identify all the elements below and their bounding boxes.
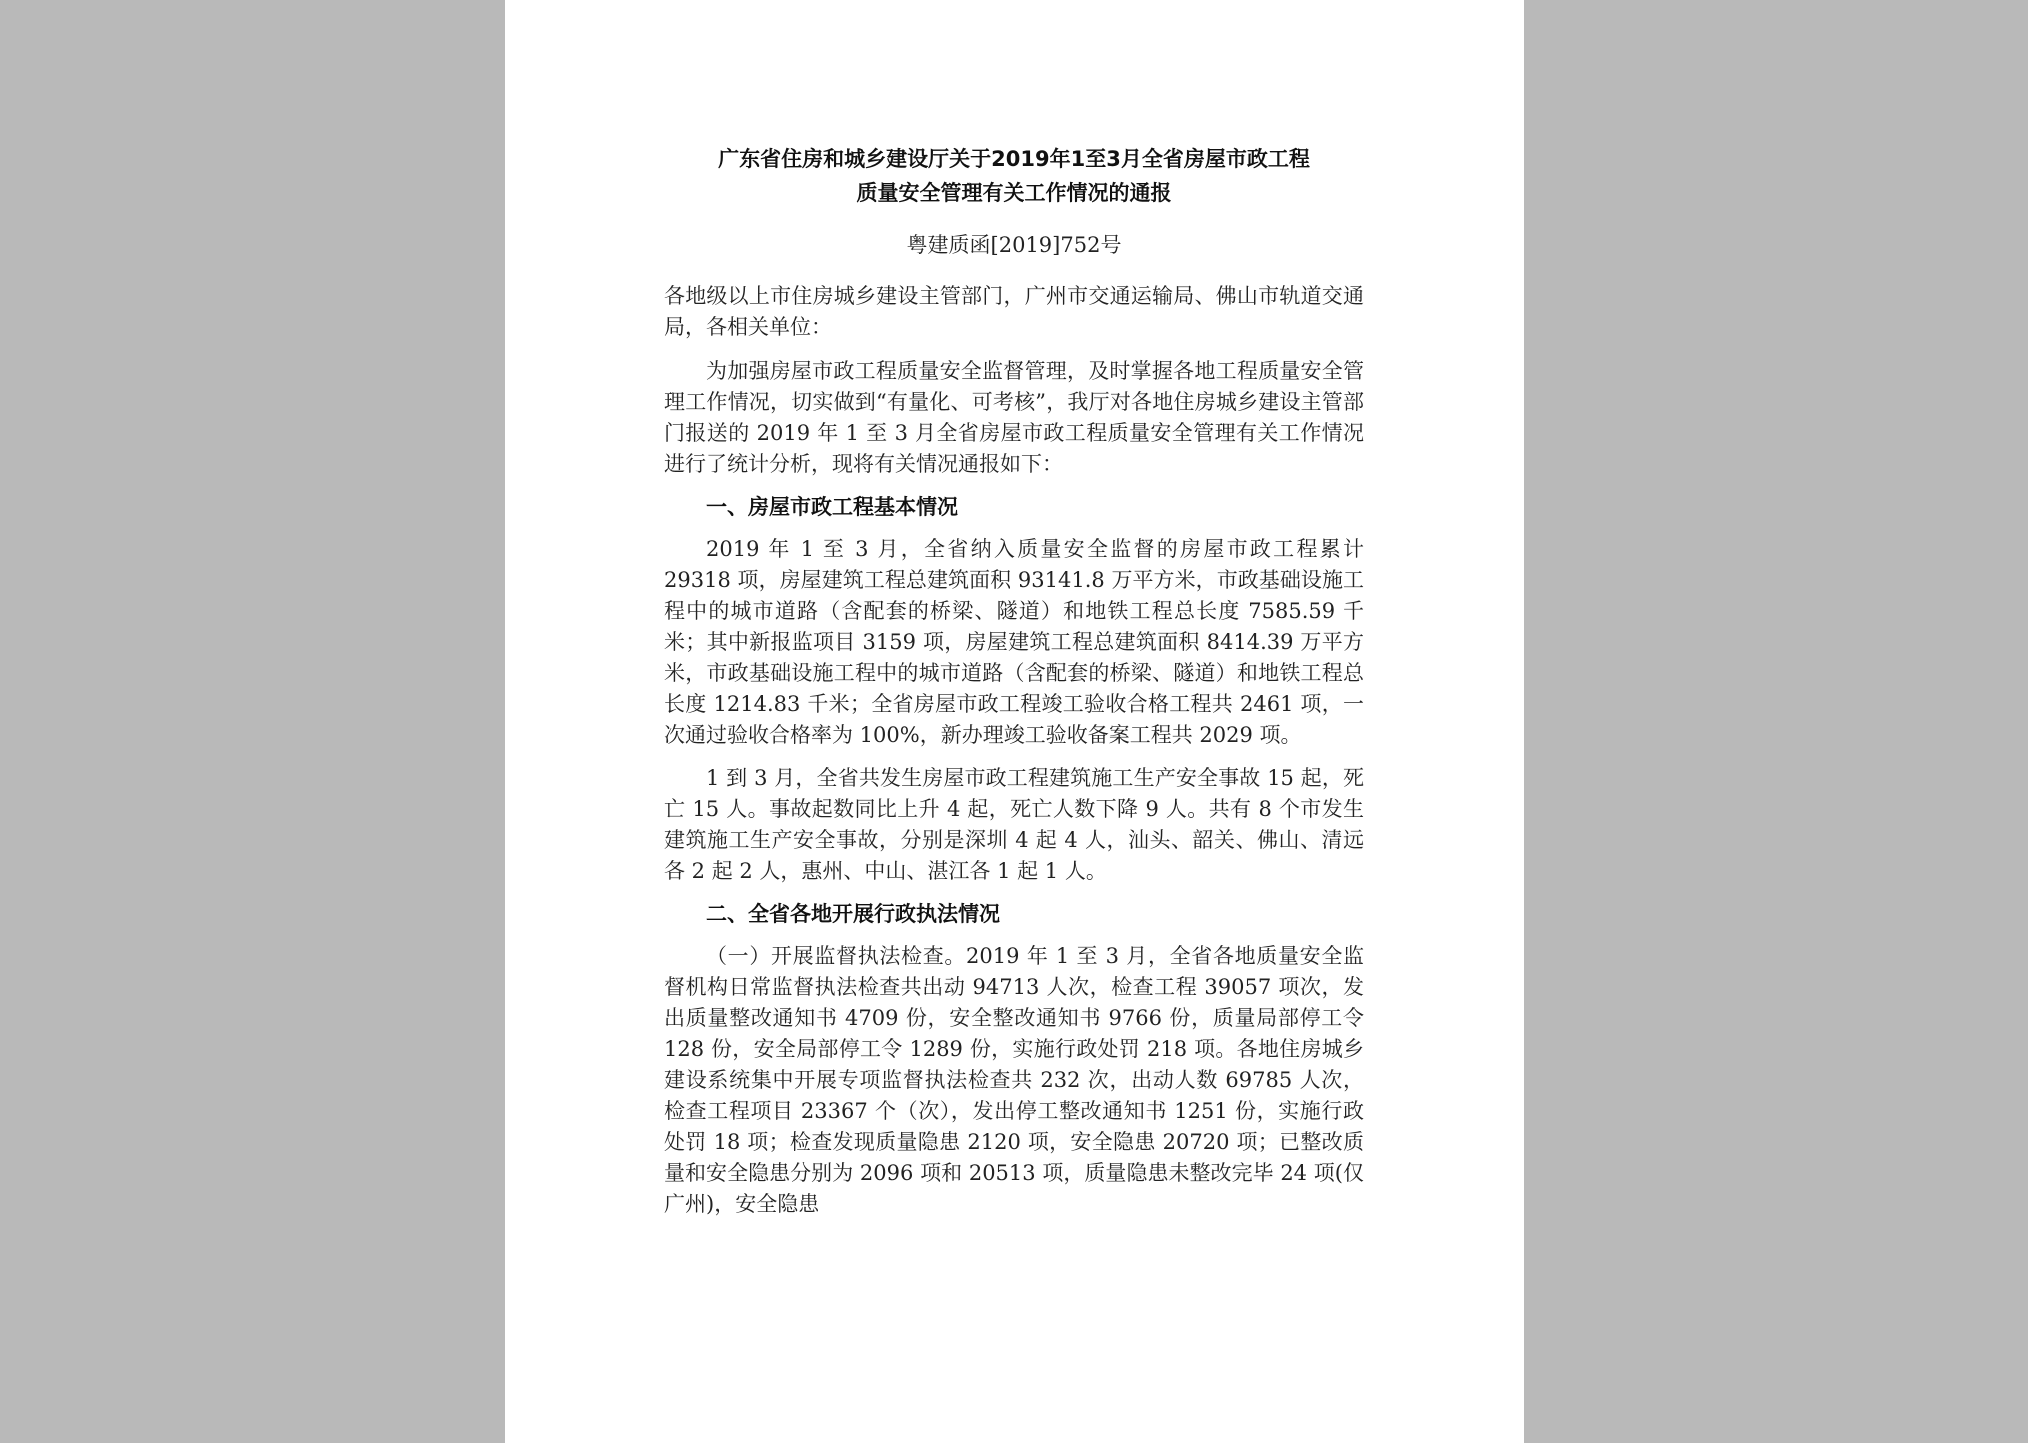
document-page — [505, 0, 1524, 1443]
document-title — [664, 142, 1364, 210]
intro-paragraph: 为加强房屋市政工程质量安全监督管理，及时掌握各地工程质量安全管理工作情况，切实做到“有量化、可考核”，我厅对各地住房城乡建设主管部门报送的 2019 年 1 至 3 月全省房屋市政工程质量安全管理有关工作情况进行了统计分析，现将有关情况通报如下： — [664, 359, 1364, 476]
section-2-heading: 二、全省各地开展行政执法情况 — [706, 902, 1000, 926]
section-1-heading: 一、房屋市政工程基本情况 — [706, 495, 958, 519]
section-1-paragraph-2: 1 到 3 月，全省共发生房屋市政工程建筑施工生产安全事故 15 起，死亡 15 人。事故起数同比上升 4 起，死亡人数下降 9 人。共有 8 个市发生建筑施工生产安全事故，分别是深圳 4 起 4 人，汕头、韶关、佛山、清远各 2 起 2 人，惠州、中山、湛江各 1 起 1 人。 — [664, 766, 1364, 883]
section-1-paragraph-1: 2019 年 1 至 3 月，全省纳入质量安全监督的房屋市政工程累计 29318 项，房屋建筑工程总建筑面积 93141.8 万平方米，市政基础设施工程中的城市道路（含配套的桥梁、隧道）和地铁工程总长度 7585.59 千米；其中新报监项目 3159 项，房屋建筑工程总建筑面积 8414.39 万平方米，市政基础设施工程中的城市道路（含配套的桥梁、隧道）和地铁工程总长度 1214.83 千米；全省房屋市政工程竣工验收合格工程共 2461 项，一次通过验收合格率为 100%，新办理竣工验收备案工程共 2029 项。 — [664, 537, 1364, 747]
title-line-2: 质量安全管理有关工作情况的通报 — [856, 181, 1172, 205]
title-line-1: 广东省住房和城乡建设厅关于2019年1至3月全省房屋市政工程 — [718, 147, 1310, 171]
document-number: 粤建质函[2019]752号 — [906, 233, 1122, 257]
section-2-paragraph-1: （一）开展监督执法检查。2019 年 1 至 3 月，全省各地质量安全监督机构日常监督执法检查共出动 94713 人次，检查工程 39057 项次，发出质量整改通知书 4709 份，安全整改通知书 9766 份，质量局部停工令 128 份，安全局部停工令 1289 份，实施行政处罚 218 项。各地住房城乡建设系统集中开展专项监督执法检查共 232 次，出动人数 69785 人次，检查工程项目 23367 个（次），发出停工整改通知书 1251 份，实施行政处罚 18 项；检查发现质量隐患 2120 项，安全隐患 20720 项；已整改质量和安全隐患分别为 2096 项和 20513 项，质量隐患未整改完毕 24 项(仅广州)，安全隐患 — [664, 944, 1364, 1216]
salutation: 各地级以上市住房城乡建设主管部门，广州市交通运输局、佛山市轨道交通局，各相关单位： — [664, 284, 1364, 339]
